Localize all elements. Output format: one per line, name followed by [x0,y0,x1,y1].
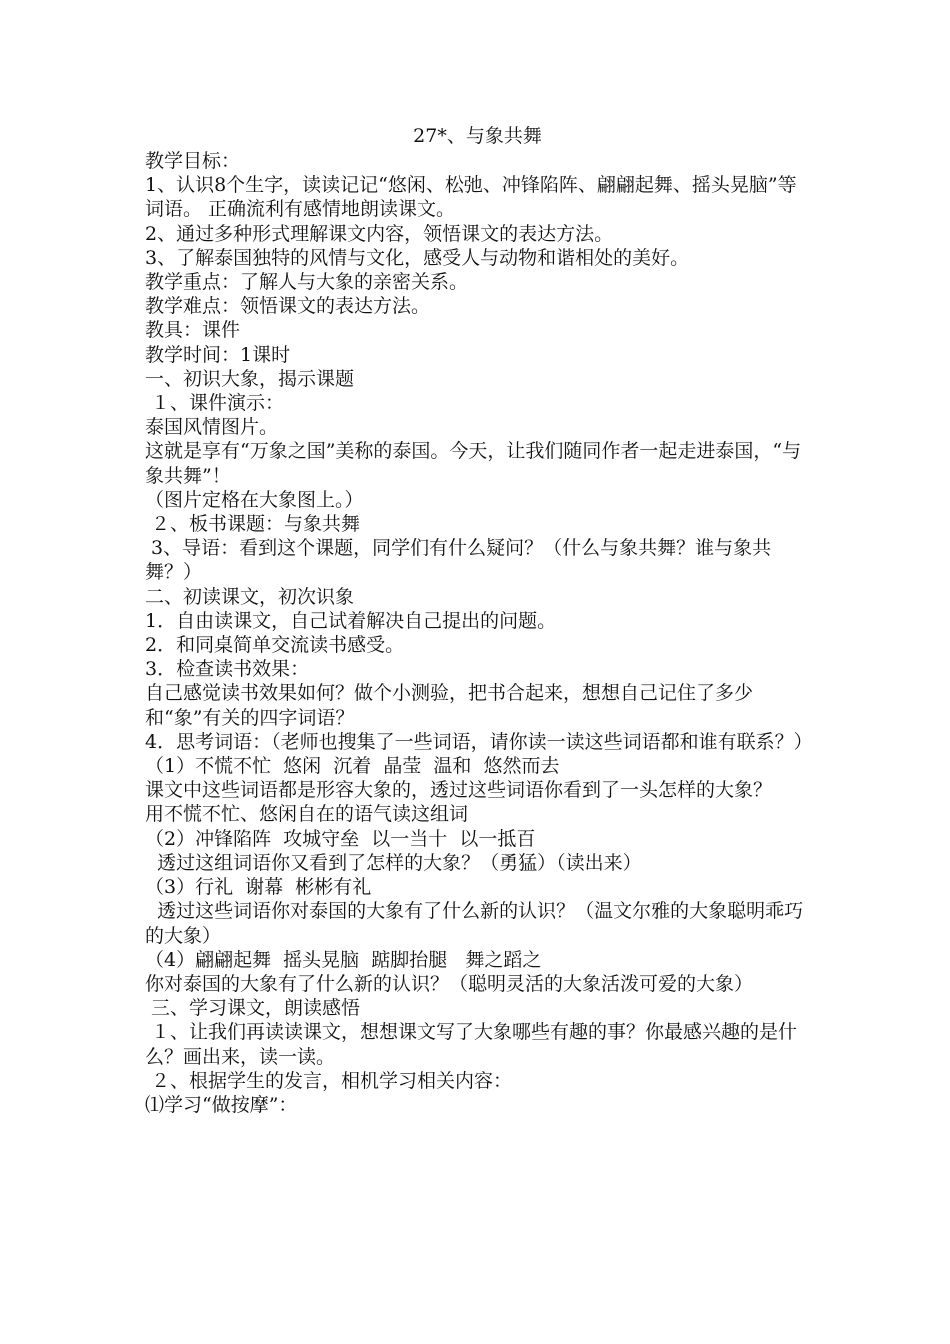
paragraph: 二、初读课文，初次识象 [145,585,355,608]
paragraph: 教学时间：1课时 [145,343,291,366]
paragraph: 课文中这些词语都是形容大象的，透过这些词语你看到了一头怎样的大象？ [145,779,773,802]
paragraph-list [145,149,813,1117]
paragraph: 三、学习课文，朗读感悟 [145,997,361,1020]
paragraph: （2）冲锋陷阵 攻城守垒 以一当十 以一抵百 [145,827,536,850]
paragraph: （图片定格在大象图上。） [145,488,364,511]
paragraph: （4）翩翩起舞 摇头晃脑 踮脚抬腿 舞之蹈之 [145,948,542,971]
paragraph: 教学目标： [145,150,241,172]
paragraph: ⑴学习“做按摩”： [145,1093,298,1116]
paragraph: ２、根据学生的发言，相机学习相关内容： [145,1069,513,1092]
paragraph: １、课件演示： [145,392,285,415]
paragraph: （3）行礼 谢幕 彬彬有礼 [145,876,372,899]
paragraph: 这就是享有“万象之国”美称的泰国。今天，让我们随同作者一起走进泰国，“与象共舞”！ [145,440,802,487]
paragraph: 你对泰国的大象有了什么新的认识？（聪明灵活的大象活泼可爱的大象） [145,972,754,995]
document-body [145,123,813,1117]
paragraph: 1．自由读课文，自己试着解决自己提出的问题。 [145,609,557,632]
paragraph: 2．和同桌简单交流读书感受。 [145,634,405,657]
paragraph: 2、通过多种形式理解课文内容，领悟课文的表达方法。 [145,222,614,245]
paragraph: 教学难点：领悟课文的表达方法。 [145,295,431,318]
document-title: 27*、与象共舞 [413,125,542,147]
paragraph: （1）不慌不忙 悠闲 沉着 晶莹 温和 悠然而去 [145,755,560,778]
paragraph: 透过这些词语你对泰国的大象有了什么新的认识？（温文尔雅的大象聪明乖巧的大象） [145,900,804,947]
paragraph: 泰国风情图片。 [145,416,279,439]
paragraph: 用不慌不忙、悠闲自在的语气读这组词 [145,803,469,826]
paragraph: 透过这组词语你又看到了怎样的大象？（勇猛）（读出来） [145,851,642,874]
paragraph: 4．思考词语：（老师也搜集了一些词语，请你读一读这些词语都和谁有联系？） [145,730,813,753]
paragraph: ２、板书课题：与象共舞 [145,513,361,536]
paragraph: 3．检查读书效果： [145,658,310,681]
paragraph: 1、认识8个生字，读读记记“悠闲、松弛、冲锋陷阵、翩翩起舞、摇头晃脑”等词语。 正确流利有感情地朗读课文。 [145,174,797,221]
paragraph: 3、了解泰国独特的风情与文化，感受人与动物和谐相处的美好。 [145,246,690,269]
paragraph: 自己感觉读书效果如何？做个小测验，把书合起来，想想自己记住了多少和“象”有关的四字词语？ [145,682,754,729]
paragraph: 教具：课件 [145,319,241,342]
paragraph: 一、初识大象，揭示课题 [145,367,355,390]
paragraph: 3、导语：看到这个课题，同学们有什么疑问？（什么与象共舞？谁与象共舞？） [145,537,772,584]
paragraph: 教学重点：了解人与大象的亲密关系。 [145,271,469,294]
paragraph: １、让我们再读读课文，想想课文写了大象哪些有趣的事？你最感兴趣的是什么？画出来，读一读。 [145,1021,798,1068]
